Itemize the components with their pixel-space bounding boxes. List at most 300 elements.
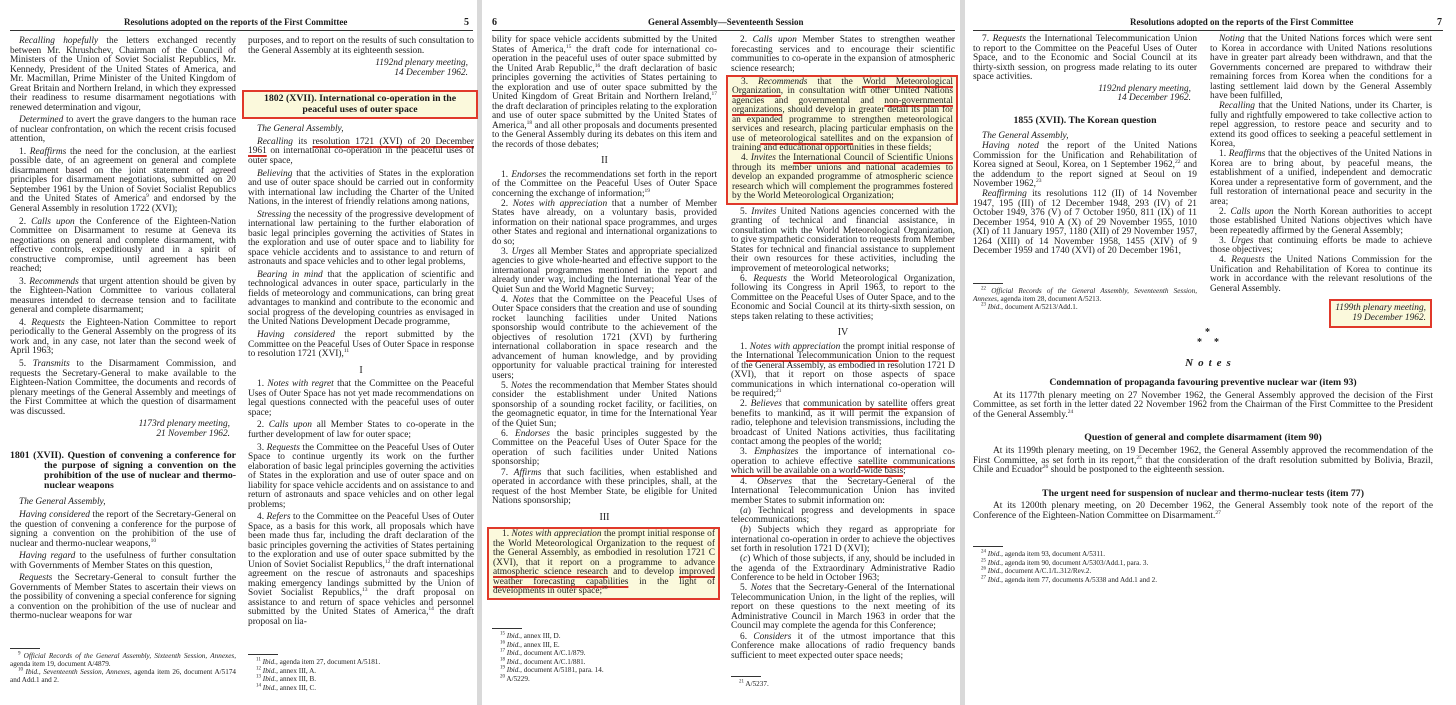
- paragraph: [1210, 208, 1432, 237]
- italic-text: c: [743, 554, 748, 565]
- footnote-ref: 10: [18, 667, 23, 673]
- text: offers great benefits to mankind, as it will permit the expansion of radio, telephone and television transmissions, including the broadcast of United Nations activities, thus facilitating contact among the peoples of the world;: [731, 399, 955, 448]
- text: 5.: [501, 380, 511, 391]
- italic-text: Calls upon: [1230, 206, 1274, 217]
- running-title: General Assembly—Seventeenth Session: [648, 17, 804, 27]
- paragraph: [248, 444, 474, 511]
- paragraph: [492, 296, 717, 382]
- meeting-date: 19 December 1962.: [1352, 312, 1426, 323]
- paragraph: [1210, 35, 1432, 102]
- footnote-ref: 17: [711, 90, 717, 97]
- paragraph: [10, 552, 236, 571]
- text: the recommendations set forth in the report of the Committee on the Peaceful Uses of Outer Space concerning the exchange of information;: [492, 169, 717, 199]
- italic-text: Notes with appreciation: [512, 198, 608, 209]
- text: that the United Nations forces which were sent to Korea in accordance with United Nations resolutions have in greater part already been withdrawn, and that the Governments concerned are prepared to withdraw their remaining forces from Korea when the conditions for a lasting settlement laid down by the General Assembly have been fulfilled,: [1210, 34, 1432, 101]
- part-numeral: IV: [837, 327, 849, 339]
- paragraph: [492, 382, 717, 430]
- italic-text: Refers: [266, 512, 291, 523]
- paragraph: [731, 633, 955, 662]
- text: and the addendum to the report signed at Seoul on 19 November 1962,: [973, 160, 1197, 190]
- text: A/5237.: [744, 680, 769, 688]
- footnote-ref: 9: [146, 193, 149, 200]
- footnote-rule: [492, 628, 522, 629]
- text: to the usefulness of further consultation with Governments of Member States on this question,: [10, 551, 236, 571]
- paragraph: [248, 211, 474, 268]
- column-left: [973, 35, 1197, 257]
- paragraph: [731, 478, 955, 507]
- text: 1.: [19, 146, 30, 157]
- italic-text: Ibid.,: [986, 303, 1003, 312]
- footnote-ref: 14: [428, 606, 434, 613]
- footnote-ref: 23: [1036, 177, 1042, 184]
- italic-text: Official Records of the General Assembly, Seventeenth Session, Annexes,: [973, 287, 1197, 303]
- text: 6.: [740, 631, 754, 642]
- italic-text: Ibid.,: [261, 666, 278, 675]
- underlined-text: International Council of Scientific Unions: [793, 153, 953, 164]
- paragraph: [248, 138, 474, 167]
- text: bility for space vehicle accidents submitted by the United States of America,: [492, 35, 717, 55]
- underlined-text: satellite communications which will be available on a world-wide basis: [731, 456, 956, 477]
- italic-text: Notes: [510, 380, 533, 391]
- paragraph: [973, 190, 1197, 257]
- text: United Nations agencies concerned with the granting of technical and financial assistance, in consultation with the World Meteorological Organization, to give sympathetic consideration to requests from Member States for technical and financial assistance to supplement their own resources for these activities, including the improvement of meteorological networks;: [731, 206, 956, 274]
- footnote-ref: 10: [150, 537, 157, 544]
- note-paragraph: [973, 447, 1433, 476]
- text: the report of the United Nations Commission for the Unification and Rehabilitation of Korea signed at Seoul, Korea, on 1 September 1962,: [973, 141, 1197, 171]
- italic-text: Urges: [1231, 235, 1254, 246]
- footnote-ref: 13: [256, 674, 261, 680]
- footnote: [973, 577, 1433, 585]
- paragraph: [10, 116, 236, 145]
- italic-text: Having considered: [19, 510, 90, 520]
- footnotes: [248, 654, 474, 693]
- text: agenda item 26, document A/5174 and Add.1 and 2.: [10, 668, 237, 684]
- footnote: [10, 669, 236, 684]
- footnote-rule: [973, 283, 1003, 284]
- text: agenda item 27, document A/5181.: [277, 658, 381, 666]
- italic-text: Believes: [750, 399, 782, 410]
- text: through its member unions and national academies to develop an expanded programme of atmospheric science research which will complement the programmes fostered by the World Meteorological Organization;: [732, 162, 953, 202]
- italic-text: Recalling: [257, 136, 293, 147]
- part-numeral: I: [359, 364, 363, 376]
- text: the letters exchanged recently between Mr. Khrushchev, Chairman of the Council of Ministers of the Union of Soviet Socialist Republics, Mr. Kennedy, President of the United States of America, and Mr. Macmillan, Prime Minister of the United Kingdom of Great Britain and Northern Ireland, in which they expressed their readiness to resume disarmament negotiations with renewed determination and vigour,: [10, 36, 236, 113]
- text: , should develop in greater detail its plan for an expanded programme to strengthen meteorological services and research, placing particular emphasis on the use of: [732, 105, 953, 144]
- text: that the Committee on the Peaceful Uses of Outer Space has not yet made recommendations on legal questions connected with the peaceful uses of outer space;: [248, 379, 475, 418]
- italic-text: Ibid.,: [260, 658, 278, 666]
- notes-section: [973, 378, 1433, 535]
- footnote: [492, 667, 717, 675]
- italic-text: Stressing: [257, 209, 292, 220]
- italic-text: Invites: [751, 206, 777, 217]
- italic-text: The General Assembly,: [257, 124, 344, 135]
- part-numeral: III: [599, 511, 610, 523]
- paragraph: [10, 360, 236, 417]
- footnote-ref: 16: [594, 62, 601, 69]
- text: 3.: [257, 442, 267, 453]
- italic-text: Ibid.,: [986, 575, 1003, 584]
- header-rule: [973, 30, 1443, 31]
- footnote-ref: 23: [981, 302, 986, 308]
- note-heading: Question of general and complete disarmament (item 90): [1084, 432, 1322, 444]
- meeting-signature: [10, 420, 230, 439]
- footnote-rule: [248, 654, 278, 655]
- meeting-name: 1192nd plenary meeting,: [375, 58, 468, 69]
- note-paragraph: [973, 392, 1433, 421]
- text: that such facilities, when established and operated in accordance with these principles, shall, at the request of the host Member State, be eligible for United Nations sponsorship;: [492, 467, 717, 507]
- underlined-text: International Telecommunication Union: [746, 351, 899, 362]
- footnote-ref: 17: [500, 648, 505, 654]
- italic-text: Requests: [753, 273, 787, 284]
- text: the Secretary-General to consult further the Governments of Member States to ascertain their views on the possibility of convening a special conference for signing a convention on the prohibition of the use of nuclear and thermo-nuclear weapons for war: [10, 573, 236, 622]
- italic-text: Calls upon: [268, 420, 312, 431]
- italic-text: Determined: [19, 115, 64, 126]
- text: that the consideration of the draft resolution submitted by Bolivia, Brazil, Chile and Ecuador: [973, 455, 1433, 476]
- text: 1.: [501, 169, 512, 180]
- paragraph: [731, 208, 955, 275]
- running-title: Resolutions adopted on the reports of the First Committee: [124, 17, 348, 27]
- italic-text: Endorses: [511, 169, 547, 180]
- underlined-text: World Meteorological Organization: [732, 76, 953, 97]
- text: agenda item 90, document A/5303/Add.1, para. 3.: [1002, 558, 1149, 567]
- text: annex III, B.: [277, 675, 317, 684]
- column-left: [10, 37, 236, 625]
- text: all Member States to co-operate in the further development of law for outer space;: [248, 420, 474, 440]
- italic-text: Ibid.,: [505, 657, 522, 666]
- text: the Committee on the Peaceful Uses of Outer Space to continue urgently its work on the further elaboration of basic legal principles governing the activities of States in the exploration and use of outer space and on liability for space vehicle accidents and on assistance to and return of astronauts and space vehicles and on other legal problems;: [248, 442, 474, 510]
- italic-text: Ibid.,: [986, 567, 1003, 576]
- footnote-ref: 20: [602, 584, 608, 591]
- text: document A/C.1/881.: [521, 657, 586, 666]
- text: and endorsed by the General Assembly in resolution 1722 (XVI);: [10, 194, 236, 214]
- text: document A/C.1/L.312/Rev.2.: [1002, 567, 1092, 576]
- text: annex III, A.: [277, 666, 317, 675]
- paragraph: [731, 36, 955, 74]
- paragraph: [731, 400, 955, 448]
- paragraph: [973, 35, 1197, 83]
- text: 2.: [1219, 206, 1231, 217]
- text: 6.: [740, 273, 754, 284]
- text: 2.: [740, 399, 751, 410]
- italic-text: Official Records of the General Assembly, Sixteenth Session, Annexes,: [20, 652, 236, 660]
- meeting-signature: [1329, 299, 1432, 328]
- italic-text: Notes with appreciation: [511, 529, 602, 540]
- footnote-ref: 18: [526, 119, 533, 126]
- text: 2.: [501, 198, 513, 209]
- italic-text: Bearing in mind: [257, 269, 323, 280]
- text: 1.: [740, 341, 750, 352]
- footnote: [973, 551, 1433, 559]
- footnote-ref: 26: [1042, 464, 1049, 471]
- paragraph: [248, 331, 474, 360]
- italic-text: Observes: [757, 476, 792, 487]
- text: purposes, and to report on the results of such consultation to the General Assembly at its eighteenth session.: [248, 36, 474, 56]
- text: to the Disarmament Commission, and requests the Secretary-General to make available to the Eighteen-Nation Committee, the documents and records of plenary meetings of the General Assembly and meetings of the First Committee at which the question of disarmament was discussed.: [10, 359, 237, 417]
- italic-text: Having considered: [257, 330, 335, 341]
- column-right: [1210, 35, 1432, 328]
- paragraph: [731, 507, 955, 526]
- text: 7.: [501, 467, 514, 478]
- text: 4.: [257, 512, 267, 523]
- italic-text: Requests: [31, 317, 65, 328]
- text: 3.: [741, 76, 758, 87]
- paragraph: [248, 380, 474, 418]
- footnote: [973, 288, 1197, 303]
- italic-text: Calls upon: [752, 35, 797, 45]
- text: 4.: [1219, 255, 1232, 266]
- paragraph: [248, 125, 474, 135]
- asterisk: *: [1205, 327, 1210, 338]
- paragraph: [973, 142, 1197, 190]
- paragraph: [731, 448, 955, 477]
- footnote-ref: 15: [565, 43, 572, 50]
- notes-heading: Notes: [1185, 357, 1236, 369]
- italic-text: Urges: [511, 246, 535, 257]
- paragraph: [492, 200, 717, 248]
- meeting-name: 1192nd plenary meeting,: [1098, 83, 1191, 94]
- text: document A/5213/Add.1.: [1002, 303, 1078, 312]
- footnote-ref: 25: [981, 558, 986, 564]
- italic-text: Considers: [753, 631, 792, 642]
- paragraph: [492, 469, 717, 507]
- text: , in consultation with other United Nations agencies and governmental and: [732, 86, 953, 106]
- page-7: [965, 0, 1456, 705]
- footnote: [492, 650, 717, 658]
- footnote-ref: 12: [384, 558, 391, 565]
- italic-text: The General Assembly,: [982, 131, 1069, 141]
- text: the prompt initial response of the: [731, 341, 955, 362]
- text: that continuing efforts be made to achieve those objectives;: [1210, 235, 1432, 256]
- text: ) Subjects which they regard as appropriate for international co-operation in order to achieve the objectives set forth in resolution 1721 D (XVI);: [731, 525, 955, 555]
- paragraph: [731, 526, 955, 555]
- italic-text: Calls upon: [31, 216, 75, 227]
- meeting-signature: [248, 59, 468, 78]
- footnote-ref: 26: [981, 566, 986, 572]
- italic-text: Believing: [257, 168, 293, 179]
- text: 4.: [740, 476, 758, 487]
- paragraph: [10, 574, 236, 622]
- text: the report of the Secretary-General on the question of convening a conference for the purpose of signing a convention on the prohibition of the use of nuclear and thermo-nuclear weapons,: [10, 510, 236, 549]
- text: agenda item 19, document A/4879.: [10, 659, 111, 668]
- italic-text: Notes: [512, 294, 534, 305]
- paragraph: [493, 530, 715, 597]
- meeting-date: 14 December 1962.: [1117, 93, 1191, 103]
- paragraph: [10, 511, 236, 549]
- text: 3.: [19, 276, 30, 287]
- column-left: [492, 36, 717, 603]
- meeting-date: 14 December 1962.: [394, 67, 468, 78]
- footnote: [731, 681, 955, 689]
- italic-text: Ibid.,: [986, 558, 1003, 567]
- italic-text: Recalling hopefully: [19, 36, 99, 46]
- text: agenda item 77, documents A/5338 and Add.1 and 2.: [1002, 575, 1158, 584]
- text: 5.: [19, 359, 33, 370]
- text: 5.: [740, 206, 752, 217]
- page-number: 7: [1437, 17, 1442, 28]
- paragraph: [1210, 102, 1432, 150]
- text: that the Committee on the Peaceful Uses of Outer Space considers that the creation and use of sounding rocket launching facilities under United Nations sponsorship would contribute to the achievement of the objectives of resolution 1721 (XVI) by furthering international collaboration in space research and the advancement of human knowledge, and by providing opportunity for valuable practical training for interested users;: [492, 294, 718, 381]
- italic-text: Notes with appreciation: [749, 341, 841, 352]
- footnote: [248, 676, 474, 684]
- footnote-ref: 11: [343, 348, 350, 354]
- text: that a number of Member States have already, on a voluntary basis, provided information on their national space programmes, and urges other States and regional and international organizations to do so;: [492, 198, 717, 247]
- underlined-text: meteorological satellites: [760, 133, 854, 144]
- header-rule: [492, 30, 955, 31]
- paragraph: [10, 218, 236, 275]
- text: document A/C.1/879.: [521, 649, 586, 658]
- paragraph: [10, 498, 236, 508]
- italic-text: Recalling: [1219, 101, 1255, 112]
- text: on international co-operation in the peaceful uses of outer space,: [248, 146, 474, 166]
- text: annex III, E.: [521, 640, 560, 649]
- text: 6.: [501, 428, 515, 439]
- text: the World Meteorological Organization, following its Congress in April 1963, to report to the Committee on the Peaceful Uses of Outer Space, and to the Economic and Social Council at its thirty-sixth session, on steps taken relating to these activities;: [731, 273, 955, 322]
- italic-text: Ibid., Seventeenth Session, Annexes,: [23, 668, 132, 677]
- footnote-rule: [731, 676, 761, 677]
- paragraph: [1210, 237, 1432, 256]
- page-number: 6: [492, 17, 497, 28]
- column-right: [731, 36, 955, 662]
- text: (: [740, 554, 744, 565]
- footnote: [492, 633, 717, 641]
- note-heading: Condemnation of propaganda favouring preventive nuclear war (item 93): [1049, 377, 1357, 388]
- text: the International Telecommunication Union to report to the Committee on the Peaceful Uses of Outer Space, and to the Economic and Social Council at its thirty-sixth session, on progress made relating to its outer space activities.: [973, 34, 1198, 82]
- footnote: [248, 685, 474, 693]
- footnote-ref: 18: [500, 657, 505, 663]
- text: and all other proposals and documents presented to the General Assembly during its debates on this item and the records of those debates;: [492, 120, 717, 150]
- text: 5.: [740, 583, 751, 594]
- footnote-ref: 16: [500, 640, 505, 646]
- footnote: [248, 659, 474, 667]
- italic-text: Recommends: [29, 276, 79, 287]
- paragraph: [10, 37, 236, 113]
- footnote-rule: [10, 648, 40, 649]
- text: the draft declaration of principles relating to the exploration and use of outer space submitted by the United States of America,: [492, 101, 717, 131]
- text: 2.: [740, 35, 753, 45]
- text: ) Which of those subjects, if any, should be included in the agenda of the Extraordinary Administrative Radio Conference to be held in October 1963;: [731, 554, 955, 584]
- text: to avert the grave dangers to the human race of nuclear confrontation, on which the recent crisis focused attention,: [10, 115, 236, 145]
- highlighted-passage: [487, 527, 720, 600]
- underlined-text: atmospheric science research: [493, 567, 608, 578]
- text: the Conference of the Eighteen-Nation Committee on Disarmament to resume at Geneva its negotiations on general and complete disarmament, with effective controls, expeditiously and in a spirit of constructive compromise, until agreement has been reached;: [10, 216, 236, 275]
- text: 3.: [1219, 235, 1232, 246]
- footnote-ref: 11: [256, 657, 261, 663]
- paragraph: [10, 148, 236, 215]
- paragraph: [732, 78, 953, 154]
- text: annex III, D.: [521, 632, 561, 640]
- footnote-rule: [973, 546, 1003, 547]
- footnote-ref: 19: [500, 665, 505, 671]
- paragraph: [492, 430, 717, 468]
- highlighted-passage: [726, 75, 958, 205]
- text: and on the expansion of training and educational opportunities in these fields;: [732, 133, 954, 154]
- text: agenda item 28, document A/5213.: [998, 294, 1102, 303]
- paragraph: [10, 319, 236, 357]
- text: At its 1177th plenary meeting on 27 November 1962, the General Assembly approved the decision of the First Committee, as set forth in the letter dated 22 November 1962 from the Chairman of the First Committee to the President of the General Assembly.: [973, 390, 1433, 420]
- footnote-ref: 20: [500, 674, 505, 680]
- footnotes: [10, 648, 236, 685]
- text: the: [775, 153, 794, 164]
- text: 4.: [501, 294, 513, 305]
- notes-footnotes: [973, 546, 1433, 585]
- text: its: [292, 136, 313, 147]
- column-right: [248, 37, 474, 630]
- text: that the application of scientific and technological advances in outer space, particularly in the fields of meteorology and communications, can bring great advantages to mankind and contribute to the economic and social progress of the developing countries as envisaged in the United Nations Development Decade programme,: [248, 269, 474, 328]
- resolution-title: 1855 (XVII). The Korean question: [1013, 114, 1157, 126]
- text: the need for the conclusion, at the earliest possible date, of an agreement on general and complete disarmament based on the joint statement of agreed principles for disarmament negotiations, submitted on 20 September 1961 by the Union of Soviet Socialist Republics and the United States of America: [10, 146, 236, 205]
- text: (: [740, 525, 744, 536]
- footnote-ref: 25: [1136, 454, 1142, 461]
- footnote-ref: 27: [981, 575, 986, 581]
- paragraph: [1210, 150, 1432, 207]
- footnote-ref: 19: [644, 187, 651, 194]
- text: 2.: [257, 420, 269, 431]
- text: its resolutions 112 (II) of 14 November 1947, 195 (III) of 12 December 1948, 293 (IV) of 21 October 1949, 376 (V) of 7 October 1950, 811 (IX) of 11 December 1954, 910 A (X) of 29 November 1955, 1010 (XI) of 11 January 1957, 1180 (XII) of 29 November 1957, 1264 (XIII) of 14 November 1958, 1455 (XIV) of 9 December 1959 and 1740 (XVI) of 20 December 1961,: [973, 189, 1197, 257]
- resolution-title: 1801 (XVII). Question of convening a conference for the purpose of signing a convention on the prohibition of the use of nuclear and thermo-nuclear weapons: [10, 450, 236, 492]
- text: 4.: [19, 317, 32, 328]
- footnote-ref: 13: [361, 587, 368, 594]
- meeting-date: 21 November 1962.: [156, 428, 230, 439]
- text: At its 1200th plenary meeting, on 20 December 1962, the General Assembly took note of the report of the Conference of the Eighteen-Nation Committee on Disarmament.: [973, 501, 1433, 521]
- italic-text: Having regard: [19, 551, 76, 562]
- footnote-ref: 9: [18, 651, 21, 657]
- italic-text: a: [743, 505, 748, 516]
- italic-text: Requests: [992, 34, 1026, 44]
- text: the Eighteen-Nation Committee to report periodically to the General Assembly on the progress of its work and, in any case, not later than the second week of April 1963;: [10, 317, 237, 357]
- note-paragraph: [973, 502, 1433, 521]
- text: the North Korean authorities to accept those established United Nations objectives which have been repeatedly affirmed by the General Assembly;: [1210, 206, 1432, 236]
- part-numeral: II: [601, 155, 608, 166]
- text: A/5229.: [505, 674, 530, 683]
- text: that: [781, 399, 804, 410]
- footnotes: [731, 676, 955, 690]
- footnote-ref: 21: [776, 388, 782, 395]
- footnote: [973, 304, 1197, 312]
- text: the basic principles suggested by the Committee on the Peaceful Uses of Outer Space for the operation of such facilities under United Nations sponsorship;: [492, 428, 717, 468]
- footnote-ref: 14: [256, 683, 261, 689]
- footnote-ref: 22: [981, 286, 986, 292]
- paragraph: [1210, 256, 1432, 294]
- italic-text: Ibid.,: [505, 649, 522, 658]
- italic-text: Notes: [750, 583, 773, 594]
- italic-text: Endorses: [514, 428, 550, 439]
- paragraph: [492, 248, 717, 296]
- italic-text: Having noted: [982, 141, 1039, 152]
- text: that urgent attention should be given by the Eighteen-Nation Committee to various collateral measures intended to decrease tension and to facilitate general and complete disarmament;: [10, 276, 237, 316]
- underlined-text: resolution 1721 (XVI) of 20 December 1961: [248, 136, 474, 157]
- paragraph: [492, 171, 717, 200]
- italic-text: Ibid.,: [505, 640, 522, 649]
- paragraph: [492, 36, 717, 150]
- paragraph: [732, 154, 953, 202]
- text: the report submitted by the Committee on the Peaceful Uses of Outer Space in response to resolution 1721 (XVI),: [248, 330, 474, 360]
- italic-text: Affirms: [513, 467, 542, 478]
- footnote: [973, 568, 1433, 576]
- text: 2.: [19, 216, 32, 227]
- text: the prompt initial response of the World Meteorological Organization to the request of the General Assembly, as embodied in resolution 1721 C (XVI), that it report on a programme to advance: [493, 529, 715, 568]
- text: all Member States and appropriate specialized agencies to give whole-hearted and effective support to the international programmes mentioned in the report and already under way, including the International Year of the Quiet Sun and the World Magnetic Survey;: [492, 246, 718, 295]
- text: the draft proposal on lia-: [248, 607, 475, 627]
- text: Member States to strengthen weather forecasting services and to encourage their scientific communities to co-operate in the expansion of atmospheric science research;: [731, 35, 955, 74]
- text: the recommendation that Member States should consider the establishment under United Nations sponsorship of a sounding rocket facility, or facilities, on the geomagnetic equator, in time for the International Year of the Quiet Sun;: [492, 380, 718, 429]
- underlined-text: communication by satellite: [803, 399, 908, 410]
- footnote-ref: 27: [1215, 509, 1221, 516]
- text: document A/5181, para. 14.: [521, 666, 604, 675]
- text: in the light of developments in outer space;: [493, 576, 715, 597]
- italic-text: Reaffirms: [1228, 149, 1266, 160]
- italic-text: Ibid.,: [986, 550, 1003, 558]
- header-rule: [10, 30, 473, 31]
- running-title: Resolutions adopted on the reports of the First Committee: [1130, 17, 1354, 27]
